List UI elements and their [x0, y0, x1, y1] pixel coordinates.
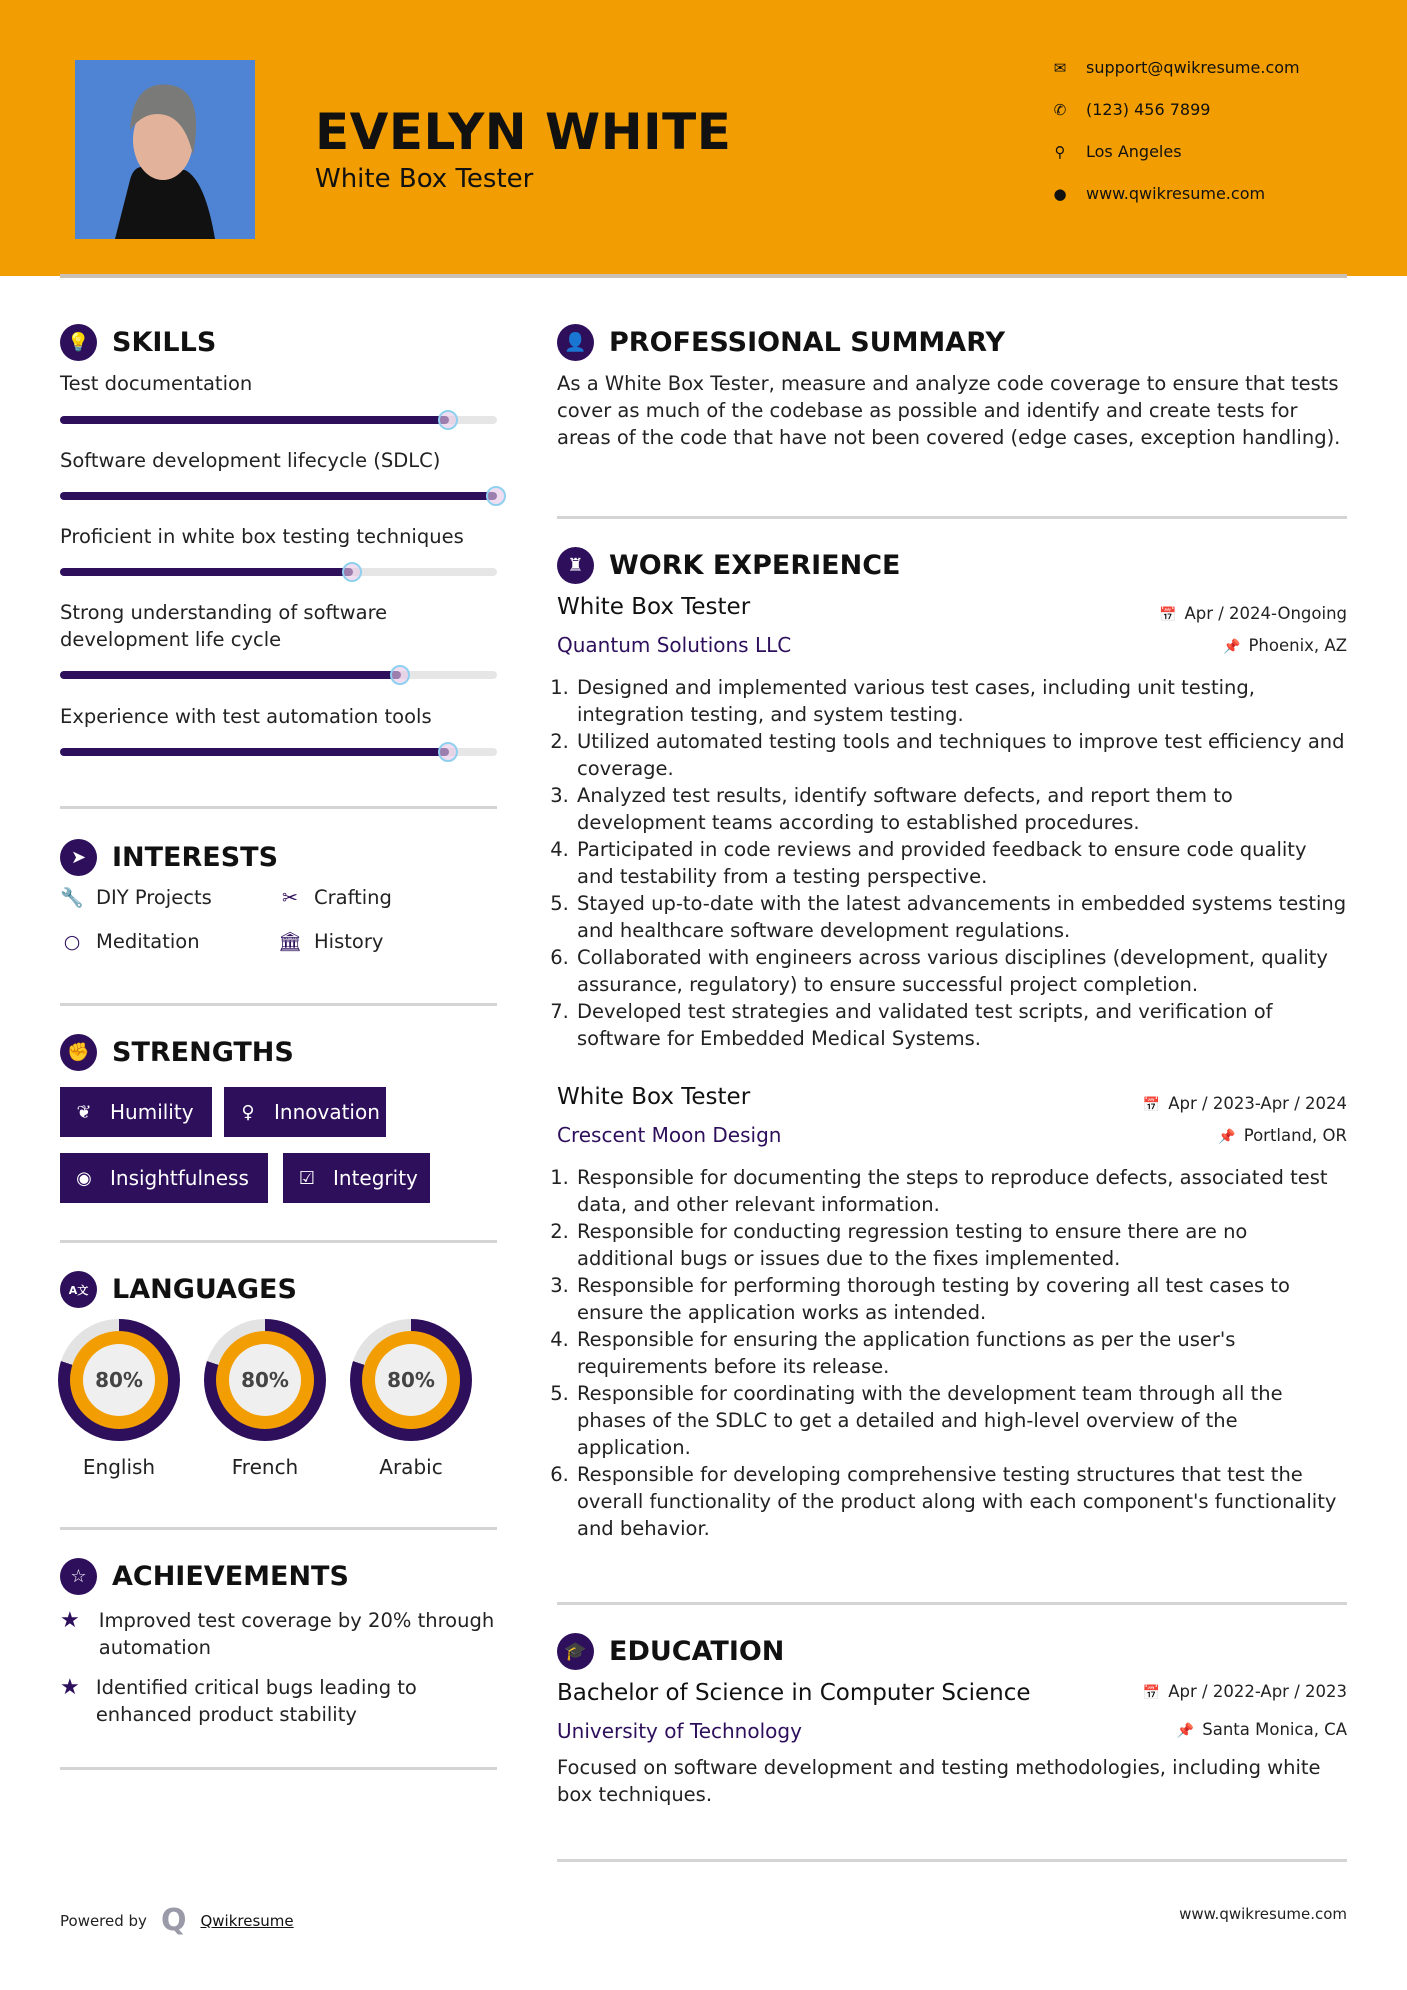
job-dates-text: Apr / 2023-Apr / 2024 — [1168, 1094, 1347, 1113]
language-label: English — [82, 1455, 156, 1479]
education-dates-text: Apr / 2022-Apr / 2023 — [1168, 1682, 1347, 1701]
language-donut — [204, 1319, 326, 1441]
education-dates — [1143, 1682, 1347, 1701]
footer-website[interactable]: www.qwikresume.com — [1179, 1905, 1347, 1923]
skill-bar — [60, 416, 497, 424]
candidate-title: White Box Tester — [315, 164, 534, 194]
skill-bar-knob — [390, 665, 410, 685]
phone-text: (123) 456 7899 — [1086, 100, 1211, 119]
languages-heading — [60, 1271, 297, 1308]
skill-bar-fill — [60, 416, 449, 424]
interest-item — [60, 886, 212, 909]
skill-label: Strong understanding of software development life cycle — [60, 601, 388, 651]
skill-bar-knob — [342, 562, 362, 582]
pushpin-icon: 📌 — [1176, 1723, 1195, 1739]
strength-label: Integrity — [333, 1166, 418, 1190]
calendar-icon: 📅 — [1142, 1097, 1161, 1113]
skills-heading — [60, 324, 216, 361]
pushpin-icon: 📌 — [1223, 639, 1241, 655]
job-location-text: Portland, OR — [1243, 1126, 1347, 1145]
envelope-icon: ✉ — [1053, 58, 1067, 77]
profile-photo — [75, 60, 255, 239]
education-description: Focused on software development and testing methodologies, including white box techniques. — [557, 1756, 1321, 1806]
skill-bar-fill — [60, 492, 497, 500]
strength-badge — [60, 1087, 212, 1137]
contact-location — [1052, 142, 1182, 161]
language-percent: 80% — [375, 1344, 447, 1416]
interest-item — [278, 930, 383, 953]
experience-heading-text: WORK EXPERIENCE — [609, 550, 901, 581]
achievement-item — [60, 1607, 497, 1661]
skill-label: Proficient in white box testing techniques — [60, 525, 464, 548]
map-marker-icon: ⚲ — [1054, 142, 1066, 161]
skills-heading-text: SKILLS — [112, 327, 217, 358]
education-location — [1177, 1720, 1347, 1739]
job-duties — [557, 674, 1347, 1052]
interests-heading — [60, 839, 278, 876]
divider — [557, 1602, 1347, 1605]
language-donut — [58, 1319, 180, 1441]
location-text: Los Angeles — [1086, 142, 1182, 161]
skill-bar-fill — [60, 748, 449, 756]
achievements-heading — [60, 1558, 349, 1595]
language-donut — [350, 1319, 472, 1441]
achievement-item — [60, 1674, 497, 1728]
language-percent: 80% — [229, 1344, 301, 1416]
website-text: www.qwikresume.com — [1086, 184, 1266, 203]
globe-icon: ● — [1053, 184, 1067, 203]
skill-bar — [60, 671, 497, 679]
language-label: Arabic — [379, 1455, 443, 1479]
lightbulb-icon: 💡 — [60, 324, 97, 361]
summary-heading — [557, 324, 1005, 361]
duty-item: 1. Responsible for documenting the steps to reproduce defects, associated test data, and other relevant information. — [575, 1164, 1347, 1218]
contact-phone — [1052, 100, 1210, 119]
fist-icon: ✊ — [60, 1034, 97, 1071]
divider — [60, 806, 497, 809]
divider — [60, 1003, 497, 1006]
degree: Bachelor of Science in Computer Science — [557, 1680, 1031, 1706]
education-heading-text: EDUCATION — [609, 1636, 785, 1667]
achievement-text: Improved test coverage by 20% through automation — [98, 1609, 495, 1659]
divider — [557, 516, 1347, 519]
interest-label: History — [314, 930, 384, 953]
duty-item: 7. Developed test strategies and validated test scripts, and verification of software for Embedded Medical Systems. — [575, 998, 1347, 1052]
company-name: Quantum Solutions LLC — [557, 633, 792, 657]
job-location — [1218, 1126, 1347, 1145]
qwikresume-link[interactable]: Qwikresume — [200, 1911, 294, 1930]
scissors-icon: ✂ — [282, 886, 298, 909]
school-name: University of Technology — [557, 1719, 802, 1743]
pushpin-icon: 📌 — [1218, 1129, 1236, 1145]
language-label: French — [231, 1455, 299, 1479]
interest-item — [278, 886, 392, 909]
duty-item: 6. Responsible for developing comprehensive testing structures that test the overall functionality of the product along with each component's functionality and behavior. — [575, 1461, 1347, 1542]
shooting-star-icon: ★ — [60, 1608, 80, 1633]
powered-by-text: Powered by — [60, 1911, 147, 1930]
leaf-icon: ❦ — [76, 1101, 92, 1123]
summary-heading-text: PROFESSIONAL SUMMARY — [609, 327, 1006, 358]
divider — [60, 1527, 497, 1530]
skill-bar-knob — [438, 742, 458, 762]
skill-label: Software development lifecycle (SDLC) — [60, 449, 441, 472]
lightbulb-icon: ♀ — [241, 1101, 255, 1123]
duty-item: 3. Responsible for performing thorough testing by covering all test cases to ensure the application works as intended. — [575, 1272, 1347, 1326]
skill-label: Test documentation — [60, 372, 253, 395]
job-dates-text: Apr / 2024-Ongoing — [1184, 604, 1347, 623]
job-title: White Box Tester — [557, 594, 751, 620]
job-location — [1223, 636, 1347, 655]
header-divider — [60, 274, 1347, 278]
duty-item: 1. Designed and implemented various test cases, including unit testing, integration testing, and system testing. — [575, 674, 1347, 728]
duty-item: 4. Responsible for ensuring the application functions as per the user's requirements before its release. — [575, 1326, 1347, 1380]
star-icon: ☆ — [60, 1558, 97, 1595]
museum-icon: 🏛 — [278, 931, 303, 953]
calendar-icon: 📅 — [1159, 607, 1177, 623]
job-dates — [1143, 1094, 1347, 1113]
duty-item: 3. Analyzed test results, identify software defects, and report them to development teams according to established procedures. — [575, 782, 1347, 836]
skill-bar — [60, 492, 497, 500]
interest-label: Meditation — [96, 930, 200, 953]
check-square-icon: ☑ — [298, 1167, 316, 1189]
job-duties — [557, 1164, 1347, 1542]
company-name: Crescent Moon Design — [557, 1123, 782, 1147]
wrench-icon: 🔧 — [60, 887, 84, 909]
translate-icon: A文 — [60, 1271, 97, 1308]
skill-bar — [60, 568, 497, 576]
duty-item: 2. Responsible for conducting regression testing to ensure there are no additional bugs or issues due to the fixes implemented. — [575, 1218, 1347, 1272]
strength-badge — [283, 1153, 430, 1203]
phone-icon: ✆ — [1053, 100, 1067, 119]
circle-icon: ○ — [63, 930, 81, 953]
divider — [60, 1767, 497, 1770]
candidate-name: EVELYN WHITE — [315, 103, 732, 161]
language-percent: 80% — [83, 1344, 155, 1416]
footer-powered-by — [60, 1903, 294, 1938]
education-location-text: Santa Monica, CA — [1202, 1720, 1347, 1739]
qwikresume-logo-icon: Q — [160, 1903, 187, 1938]
job-dates — [1159, 604, 1347, 623]
strength-badge — [60, 1153, 268, 1203]
interest-label: Crafting — [314, 886, 392, 909]
strength-label: Insightfulness — [110, 1166, 249, 1190]
strength-label: Humility — [110, 1100, 194, 1124]
office-chair-icon: ♜ — [557, 547, 594, 584]
divider — [557, 1859, 1347, 1862]
strengths-heading-text: STRENGTHS — [112, 1037, 294, 1068]
divider — [60, 1240, 497, 1243]
duty-item: 5. Responsible for coordinating with the development team through all the phases of the SDLC to get a detailed and high-level overview of the application. — [575, 1380, 1347, 1461]
experience-heading — [557, 547, 900, 584]
interests-heading-text: INTERESTS — [112, 842, 279, 873]
strengths-heading — [60, 1034, 294, 1071]
email-text: support@qwikresume.com — [1086, 58, 1300, 77]
job-location-text: Phoenix, AZ — [1248, 636, 1347, 655]
summary-text: As a White Box Tester, measure and analyze code coverage to ensure that tests cover as much of the codebase as possible and identify and create tests for areas of the code that have not been covered (edge cases, exception handling). — [557, 372, 1341, 449]
calendar-icon: 📅 — [1142, 1685, 1161, 1701]
contact-email[interactable] — [1052, 58, 1300, 77]
job-title: White Box Tester — [557, 1084, 751, 1110]
languages-heading-text: LANGUAGES — [112, 1274, 297, 1305]
skill-bar — [60, 748, 497, 756]
eye-icon: ◉ — [76, 1167, 92, 1189]
strength-badge — [224, 1087, 386, 1137]
paper-plane-icon: ➤ — [60, 839, 97, 876]
achievement-text: Identified critical bugs leading to enhanced product stability — [95, 1676, 417, 1726]
shooting-star-icon: ★ — [60, 1675, 80, 1700]
duty-item: 5. Stayed up-to-date with the latest advancements in embedded systems testing and healthcare software development regulations. — [575, 890, 1347, 944]
education-heading — [557, 1633, 784, 1670]
duty-item: 2. Utilized automated testing tools and techniques to improve test efficiency and coverage. — [575, 728, 1347, 782]
skill-label: Experience with test automation tools — [60, 705, 432, 728]
skill-bar-fill — [60, 671, 401, 679]
contact-website[interactable] — [1052, 184, 1265, 203]
skill-bar-knob — [438, 410, 458, 430]
user-icon: 👤 — [557, 324, 594, 361]
achievements-heading-text: ACHIEVEMENTS — [112, 1561, 349, 1592]
interest-item — [60, 930, 200, 953]
interest-label: DIY Projects — [96, 886, 212, 909]
skill-bar-fill — [60, 568, 353, 576]
duty-item: 6. Collaborated with engineers across various disciplines (development, quality assurance, regulatory) to ensure successful project completion. — [575, 944, 1347, 998]
strength-label: Innovation — [274, 1100, 380, 1124]
graduate-icon: 🎓 — [557, 1633, 594, 1670]
skill-bar-knob — [486, 486, 506, 506]
duty-item: 4. Participated in code reviews and provided feedback to ensure code quality and testability from a testing perspective. — [575, 836, 1347, 890]
